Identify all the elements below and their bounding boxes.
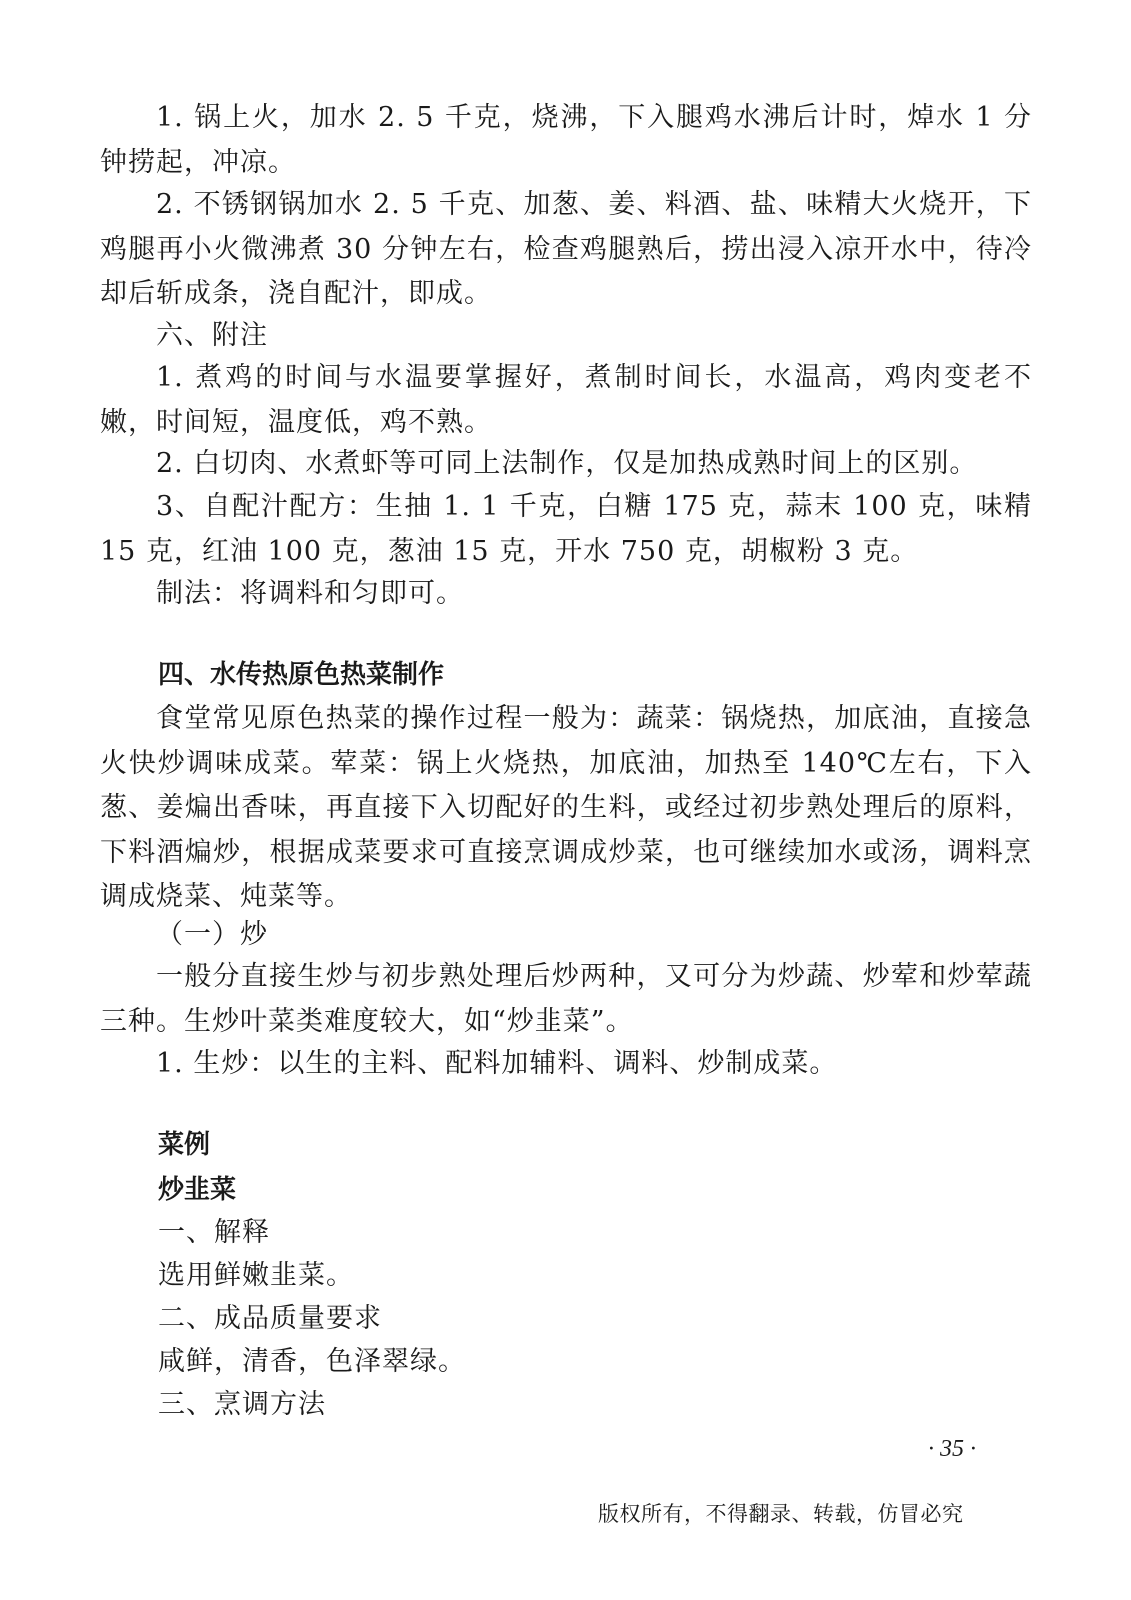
note-1-paragraph: 1. 煮鸡的时间与水温要掌握好，煮制时间长，水温高，鸡肉变老不嫩，时间短，温度低，鸡不熟。 (100, 362, 1032, 438)
intro-paragraph: 食堂常见原色热菜的操作过程一般为：蔬菜：锅烧热，加底油，直接急火快炒调味成菜。荤菜：锅上火烧热，加底油，加热至 140℃左右，下入葱、姜煸出香味，再直接下入切配好的生料，或经过初步熟处理后的原料，下料酒煸炒，根据成菜要求可直接烹调成炒菜，也可继续加水或汤，调料烹调成烧菜、炖菜等。 (100, 703, 1032, 912)
section-heading: 四、水传热原色热菜制作 (158, 660, 445, 690)
notes-heading: 六、附注 (156, 320, 268, 351)
copyright-footer: 版权所有，不得翻录、转载，仿冒必究 (598, 1502, 964, 1526)
recipe-line: 二、成品质量要求 (158, 1303, 382, 1334)
recipe-line: 三、烹调方法 (158, 1389, 326, 1420)
step-1-paragraph: 1. 锅上火，加水 2. 5 千克，烧沸，下入腿鸡水沸后计时，焯水 1 分钟捞起，冲凉。 (100, 102, 1032, 178)
step-2-paragraph: 2. 不锈钢锅加水 2. 5 千克、加葱、姜、料酒、盐、味精大火烧开，下鸡腿再小火微沸煮 30 分钟左右，检查鸡腿熟后，捞出浸入凉开水中，待冷却后斩成条，浇自配汁，即成。 (100, 189, 1032, 309)
recipe-section-label: 菜例 (158, 1130, 211, 1160)
note-2-paragraph: 2. 白切肉、水煮虾等可同上法制作，仅是加热成熟时间上的区别。 (156, 448, 978, 479)
recipe-line: 选用鲜嫩韭菜。 (158, 1260, 354, 1291)
stir-fry-heading: （一）炒 (156, 919, 268, 950)
recipe-line: 一、解释 (158, 1217, 270, 1248)
recipe-line: 咸鲜，清香，色泽翠绿。 (158, 1346, 466, 1377)
recipe-title: 炒韭菜 (158, 1175, 237, 1205)
note-3-paragraph: 3、自配汁配方：生抽 1. 1 千克，白糖 175 克，蒜末 100 克，味精 15 克，红油 100 克，葱油 15 克，开水 750 克，胡椒粉 3 克。 (100, 491, 1032, 567)
stir-fry-description: 一般分直接生炒与初步熟处理后炒两种，又可分为炒蔬、炒荤和炒荤蔬三种。生炒叶菜类难度较大，如“炒韭菜”。 (100, 961, 1032, 1037)
page-number: · 35 · (928, 1436, 976, 1462)
raw-stir-fry-paragraph: 1. 生炒：以生的主料、配料加辅料、调料、炒制成菜。 (156, 1048, 838, 1079)
method-paragraph: 制法：将调料和匀即可。 (156, 578, 464, 609)
